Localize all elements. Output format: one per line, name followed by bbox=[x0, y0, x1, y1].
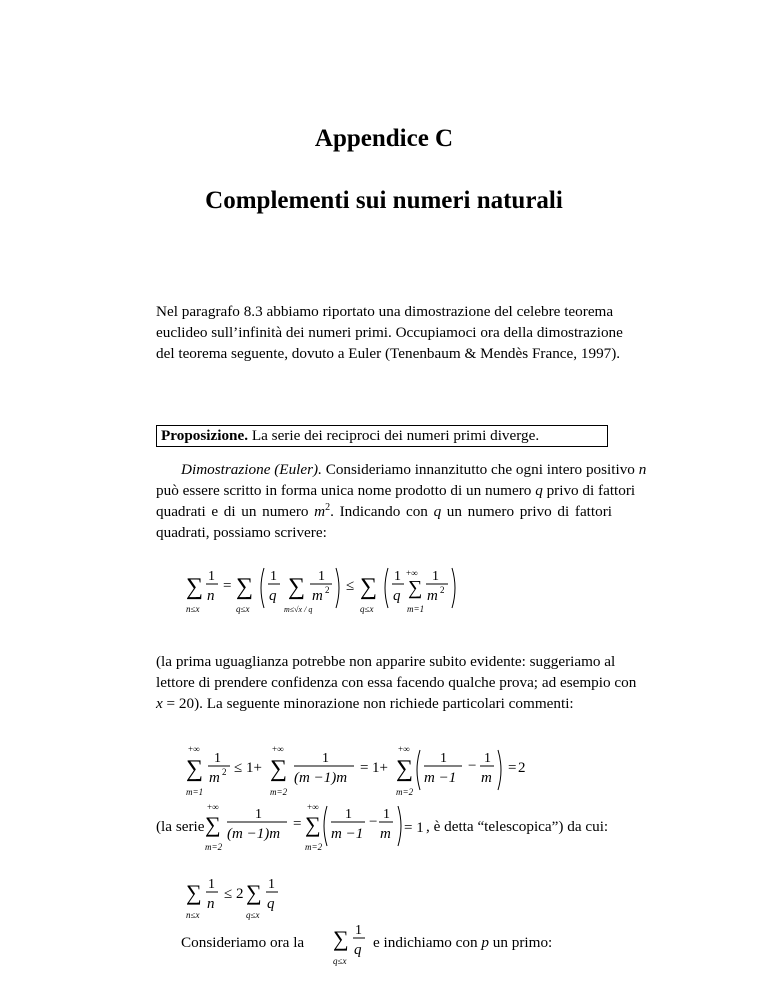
proposition-box bbox=[156, 425, 608, 447]
svg-text:∑: ∑ bbox=[396, 756, 414, 782]
final-prefix: Consideriamo ora la bbox=[181, 934, 305, 951]
comment-line-2: lettore di prendere confidenza con essa facendo qualche prova; ad esempio con bbox=[156, 674, 637, 691]
intro-line-2: euclideo sull’infinità dei numeri primi. Occupiamoci ora della dimostrazione bbox=[156, 324, 623, 341]
proof-line-1: Dimostrazione (Euler). Consideriamo innanzitutto che ogni intero positivo n bbox=[181, 461, 647, 478]
proof-line-2: può essere scritto in forma unica nome prodotto di un numero q privo di fattori bbox=[156, 482, 636, 499]
svg-text:1+: 1+ bbox=[246, 760, 262, 776]
svg-text:2: 2 bbox=[518, 760, 526, 776]
svg-text:n: n bbox=[207, 588, 215, 604]
svg-text:1: 1 bbox=[322, 751, 329, 766]
svg-text:m: m bbox=[380, 826, 391, 842]
svg-text:∑: ∑ bbox=[408, 577, 423, 599]
svg-text:≤: ≤ bbox=[234, 760, 243, 776]
svg-text:1: 1 bbox=[268, 877, 275, 892]
svg-text:=: = bbox=[508, 760, 517, 776]
svg-text:m=2: m=2 bbox=[270, 787, 288, 797]
svg-text:∑: ∑ bbox=[270, 756, 288, 782]
svg-text:(m −1)m: (m −1)m bbox=[294, 770, 348, 786]
svg-text:q≤x: q≤x bbox=[360, 604, 374, 614]
svg-text:∑: ∑ bbox=[236, 574, 254, 600]
svg-text:2: 2 bbox=[222, 767, 227, 777]
svg-text:1: 1 bbox=[394, 569, 401, 584]
svg-text:n≤x: n≤x bbox=[186, 910, 200, 920]
svg-text:m=2: m=2 bbox=[205, 842, 223, 852]
svg-text:m: m bbox=[481, 770, 492, 786]
svg-text:=: = bbox=[223, 578, 232, 594]
svg-text:q: q bbox=[354, 942, 362, 958]
svg-text:2: 2 bbox=[325, 585, 330, 595]
proof-paragraph bbox=[156, 459, 647, 543]
svg-text:1: 1 bbox=[214, 751, 221, 766]
svg-text:≤: ≤ bbox=[224, 886, 233, 902]
svg-text:1: 1 bbox=[318, 569, 325, 584]
svg-text:1: 1 bbox=[440, 751, 447, 766]
svg-text:1: 1 bbox=[270, 569, 277, 584]
chapter-title: Appendice C bbox=[314, 125, 454, 152]
svg-text:1: 1 bbox=[208, 877, 215, 892]
svg-text:+∞: +∞ bbox=[406, 568, 418, 578]
svg-text:≤: ≤ bbox=[346, 578, 355, 594]
svg-text:1: 1 bbox=[432, 569, 439, 584]
formula-sum-decomposition bbox=[186, 560, 486, 625]
svg-text:∑: ∑ bbox=[205, 812, 221, 837]
proof-line-3: quadrati e di un numero $m^2$. Indicando con q un numero privo di fattori bbox=[156, 502, 612, 520]
svg-text:+∞: +∞ bbox=[207, 802, 219, 812]
svg-text:q≤x: q≤x bbox=[246, 910, 260, 920]
svg-text:1: 1 bbox=[208, 569, 215, 584]
svg-text:1: 1 bbox=[255, 807, 262, 822]
svg-text:∑: ∑ bbox=[288, 574, 306, 600]
svg-text:q≤x: q≤x bbox=[236, 604, 250, 614]
formula-telescopic bbox=[205, 800, 395, 865]
formula-final-sum bbox=[333, 920, 373, 977]
svg-text:1: 1 bbox=[345, 807, 352, 822]
svg-text:n: n bbox=[207, 896, 215, 912]
svg-text:∑: ∑ bbox=[246, 880, 262, 905]
series-note-suffix: , è detta “telescopica”) da cui: bbox=[426, 818, 609, 835]
comment-line-1: (la prima uguaglianza potrebbe non apparire subito evidente: suggeriamo al bbox=[156, 653, 616, 670]
svg-text:−: − bbox=[369, 814, 378, 830]
formula-telescopic-close bbox=[396, 806, 426, 857]
svg-text:∑: ∑ bbox=[186, 880, 202, 905]
svg-text:∑: ∑ bbox=[186, 574, 204, 600]
svg-text:q≤x: q≤x bbox=[333, 956, 347, 966]
intro-line-3: del teorema seguente, dovuto a Euler (Tenenbaum & Mendès France, 1997). bbox=[156, 345, 621, 362]
svg-text:m=2: m=2 bbox=[305, 842, 323, 852]
svg-text:m: m bbox=[312, 588, 323, 604]
intro-paragraph bbox=[156, 301, 623, 364]
formula-bound-sum bbox=[186, 870, 296, 931]
svg-text:m=2: m=2 bbox=[396, 787, 414, 797]
final-suffix: e indichiamo con p un primo: bbox=[373, 934, 553, 951]
svg-text:+∞: +∞ bbox=[398, 744, 410, 754]
svg-text:q: q bbox=[269, 588, 277, 604]
svg-text:1: 1 bbox=[484, 751, 491, 766]
series-note-prefix: (la serie bbox=[156, 818, 205, 835]
svg-text:m≤√x / q: m≤√x / q bbox=[284, 605, 313, 614]
chapter-subtitle: Complementi sui numeri naturali bbox=[205, 187, 563, 214]
svg-text:+∞: +∞ bbox=[272, 744, 284, 754]
proof-line-4: quadrati, possiamo scrivere: bbox=[156, 524, 327, 541]
svg-text:m=1: m=1 bbox=[186, 787, 204, 797]
svg-text:−: − bbox=[468, 758, 477, 774]
proposition-text: La serie dei reciproci dei numeri primi diverge. bbox=[248, 427, 540, 444]
svg-text:m: m bbox=[427, 588, 438, 604]
proposition-label: Proposizione. bbox=[161, 427, 249, 444]
proof-label: Dimostrazione (Euler). bbox=[181, 461, 322, 478]
svg-text:=: = bbox=[293, 816, 302, 832]
svg-text:m −1: m −1 bbox=[424, 770, 457, 786]
svg-text:1: 1 bbox=[383, 807, 390, 822]
intro-line-1: Nel paragrafo 8.3 abbiamo riportato una dimostrazione del celebre teorema bbox=[156, 303, 614, 320]
svg-text:∑: ∑ bbox=[186, 756, 204, 782]
svg-text:∑: ∑ bbox=[360, 574, 378, 600]
svg-text:∑: ∑ bbox=[305, 812, 321, 837]
svg-text:+∞: +∞ bbox=[307, 802, 319, 812]
svg-text:m=1: m=1 bbox=[407, 604, 425, 614]
svg-text:+∞: +∞ bbox=[188, 744, 200, 754]
svg-text:=: = bbox=[360, 760, 369, 776]
formula-lower-bound bbox=[186, 740, 526, 809]
comment-line-3: x = 20). La seguente minorazione non richiede particolari commenti: bbox=[156, 695, 574, 712]
svg-text:∑: ∑ bbox=[333, 926, 349, 951]
svg-text:q: q bbox=[267, 896, 275, 912]
svg-text:m −1: m −1 bbox=[331, 826, 364, 842]
svg-text:= 1: = 1 bbox=[404, 820, 424, 836]
svg-text:(m −1)m: (m −1)m bbox=[227, 826, 281, 842]
svg-text:1: 1 bbox=[355, 923, 362, 938]
svg-text:n≤x: n≤x bbox=[186, 604, 200, 614]
svg-text:2: 2 bbox=[236, 886, 244, 902]
comment-paragraph bbox=[156, 651, 637, 714]
svg-text:1+: 1+ bbox=[372, 760, 388, 776]
svg-text:m: m bbox=[209, 770, 220, 786]
svg-text:2: 2 bbox=[440, 585, 445, 595]
svg-text:q: q bbox=[393, 588, 401, 604]
